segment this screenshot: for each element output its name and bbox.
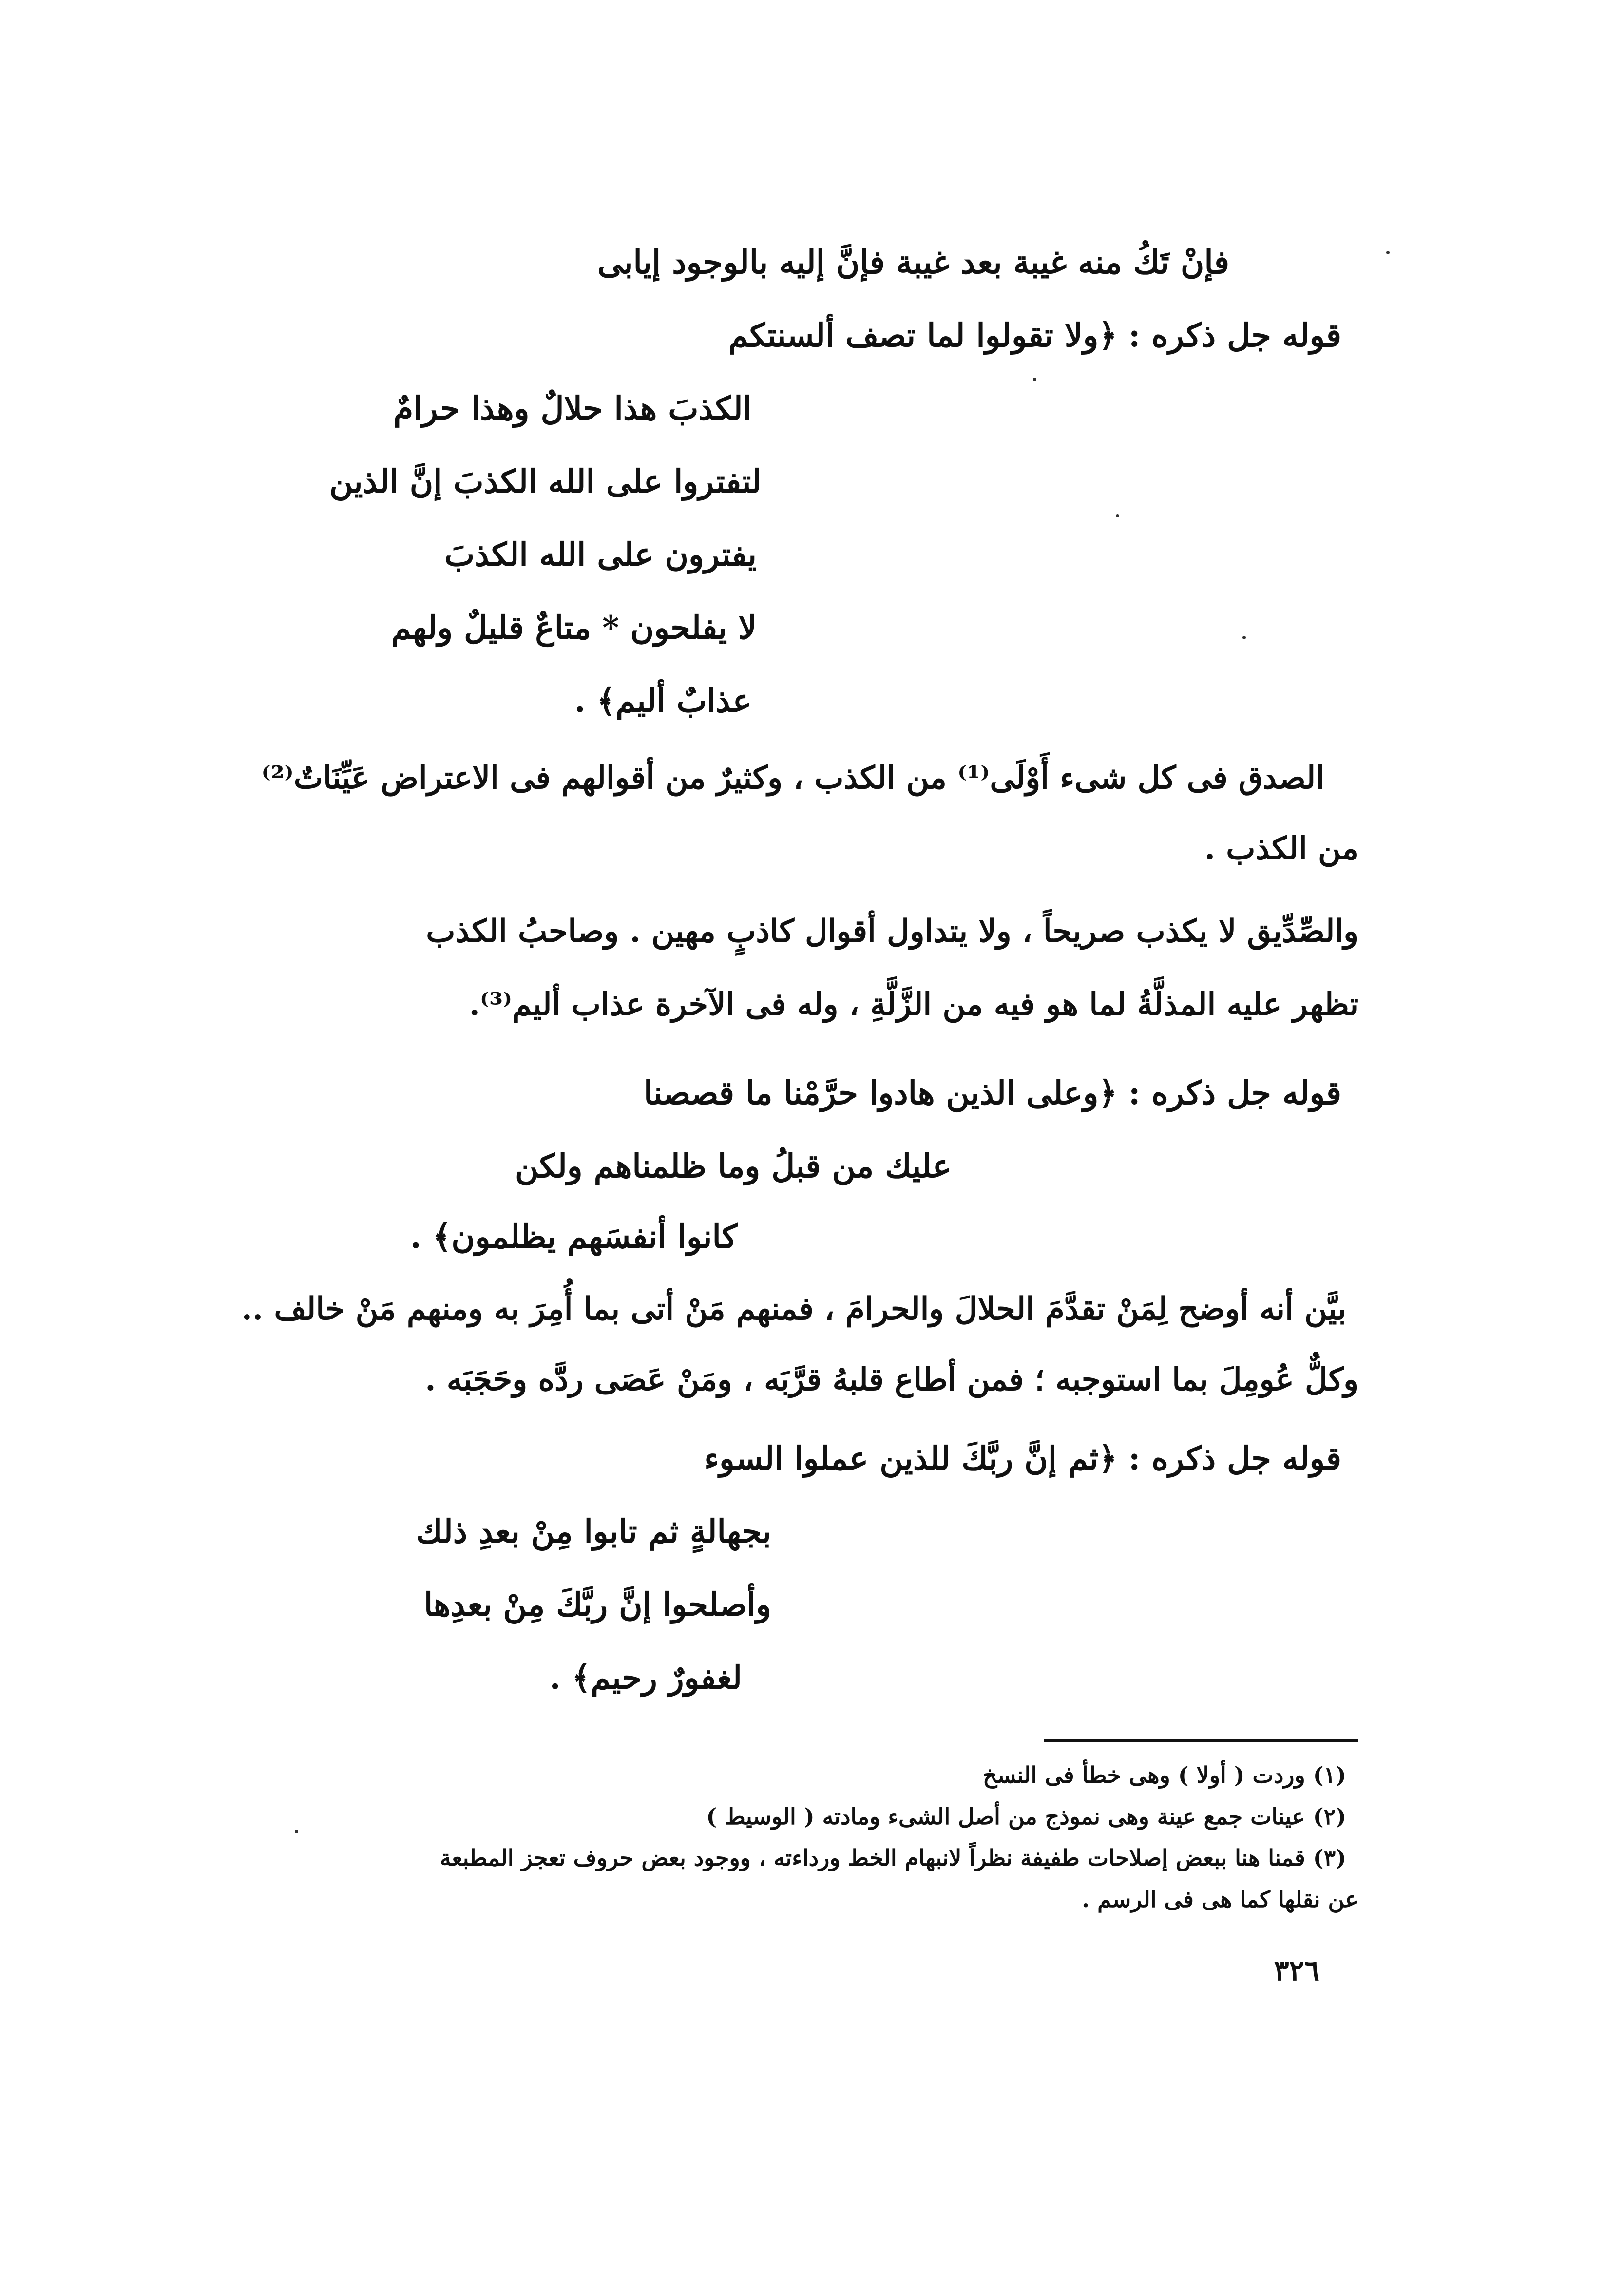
verse-line: قوله جل ذكره : ﴿وعلى الذين هادوا حرَّمْنا ما قصصنا — [644, 1074, 1341, 1112]
verse-line: يفترون على الله الكذبَ — [444, 535, 757, 573]
verse-line: عذابٌ أليم﴾ . — [574, 682, 752, 720]
verse-line: عليك من قبلُ وما ظلمناهم ولكن — [515, 1147, 952, 1185]
poem-line: فإنْ تَكُ منه غيبة بعد غيبة فإنَّ إليه بالوجود إيابى — [597, 243, 1229, 281]
footnote: (٢) عينات جمع عينة وهى نموذج من أصل الشىء ومادته ( الوسيط ) — [706, 1803, 1346, 1830]
scan-speck — [295, 1830, 298, 1833]
footnote: (١) وردت ( أولا ) وهى خطأ فى النسخ — [982, 1762, 1346, 1788]
paragraph-line: والصِّدِّيق لا يكذب صريحاً ، ولا يتداول أقوال كاذبٍ مهين . وصاحبُ الكذب — [426, 913, 1358, 950]
page-number: ٣٢٦ — [1274, 1954, 1319, 1987]
paragraph-line: الصدق فى كل شىء أَوْلَى⁽¹⁾ من الكذب ، وكثيرٌ من أقوالهم فى الاعتراض عَيِّنَاتٌ⁽²⁾ — [261, 760, 1324, 796]
scan-speck — [1386, 251, 1390, 254]
paragraph-line: من الكذب . — [1204, 830, 1358, 867]
verse-line: وأصلحوا إنَّ ربَّكَ مِنْ بعدِها — [423, 1585, 771, 1623]
footnote-separator — [1044, 1739, 1358, 1742]
verse-line: لا يفلحون * متاعٌ قليلٌ ولهم — [391, 609, 757, 647]
verse-line: الكذبَ هذا حلالٌ وهذا حرامٌ — [393, 389, 752, 427]
scan-speck — [1242, 636, 1246, 639]
paragraph-line: تظهر عليه المذلَّةُ لما هو فيه من الزَّلَّةِ ، وله فى الآخرة عذاب أليم⁽³⁾. — [469, 986, 1358, 1023]
paragraph-line: بيَّن أنه أوضح لِمَنْ تقدَّمَ الحلالَ والحرامَ ، فمنهم مَنْ أتى بما أُمِرَ به ومنهم مَنْ خالف .. — [241, 1291, 1346, 1327]
footnote: (٣) قمنا هنا ببعض إصلاحات طفيفة نظراً لانبهام الخط ورداءته ، ووجود بعض حروف تعجز المطبعة — [439, 1845, 1346, 1871]
verse-line: قوله جل ذكره : ﴿ولا تقولوا لما تصف ألسنتكم — [728, 316, 1341, 354]
verse-line: لتفتروا على الله الكذبَ إنَّ الذين — [329, 462, 762, 500]
scan-speck — [1116, 514, 1119, 517]
verse-line: لغفورٌ رحيم﴾ . — [549, 1659, 742, 1697]
verse-line: كانوا أنفسَهم يظلمون﴾ . — [410, 1218, 737, 1256]
paragraph-line: وكلٌّ عُومِلَ بما استوجبه ؛ فمن أطاع قلبهُ قرَّبَه ، ومَنْ عَصَى ردَّه وحَجَبَه . — [425, 1361, 1358, 1398]
scan-speck — [1033, 378, 1036, 381]
footnote: عن نقلها كما هى فى الرسم . — [1082, 1886, 1358, 1912]
verse-line: قوله جل ذكره : ﴿ثم إنَّ ربَّكَ للذين عملوا السوء — [704, 1439, 1341, 1477]
verse-line: بجهالةٍ ثم تابوا مِنْ بعدِ ذلك — [416, 1512, 771, 1550]
